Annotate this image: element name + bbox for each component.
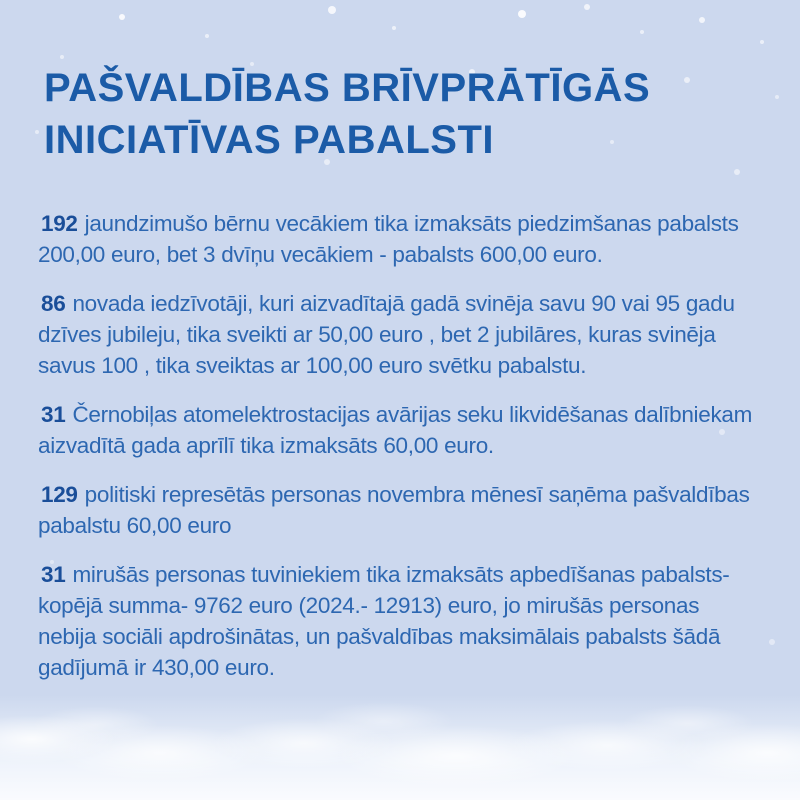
- snow-drift: [0, 695, 800, 800]
- benefit-text: Černobiļas atomelektrostacijas avārijas seku likvidēšanas dalībniekam aizvadītā gada aprīlī tika izmaksāts 60,00 euro.: [38, 402, 753, 458]
- benefit-paragraph-repressed: [38, 479, 756, 541]
- benefit-count: 31: [41, 562, 66, 587]
- benefit-count: 192: [41, 211, 78, 236]
- benefit-paragraph-chernobyl: [38, 399, 756, 461]
- benefit-count: 129: [41, 482, 78, 507]
- benefit-text: mirušās personas tuviniekiem tika izmaksāts apbedīšanas pabalsts- kopējā summa- 9762 euro (2024.- 12913) euro, jo mirušās personas nebija sociāli apdrošinātas, un pašvaldības maksimālais pabalsts šādā gadījumā ir 430,00 euro.: [38, 562, 730, 680]
- benefit-paragraph-birth: [38, 208, 756, 270]
- benefit-paragraph-funeral: [38, 559, 756, 683]
- page-title: PAŠVALDĪBAS BRĪVPRĀTĪGĀS INICIATĪVAS PABALSTI: [44, 66, 651, 162]
- benefit-count: 86: [41, 291, 66, 316]
- benefit-paragraph-jubilee: [38, 288, 756, 381]
- benefit-text: politiski represētās personas novembra mēnesī saņēma pašvaldības pabalstu 60,00 euro: [38, 482, 750, 538]
- benefit-count: 31: [41, 402, 66, 427]
- benefit-text: jaundzimušo bērnu vecākiem tika izmaksāts piedzimšanas pabalsts 200,00 euro, bet 3 dvīņu vecākiem - pabalsts 600,00 euro.: [38, 211, 739, 267]
- benefit-text: novada iedzīvotāji, kuri aizvadītajā gadā svinēja savu 90 vai 95 gadu dzīves jubileju, tika sveikti ar 50,00 euro , bet 2 jubilāres, kuras svinēja savus 100 , tika sveiktas ar 100,00 euro svētku pabalstu.: [38, 291, 735, 378]
